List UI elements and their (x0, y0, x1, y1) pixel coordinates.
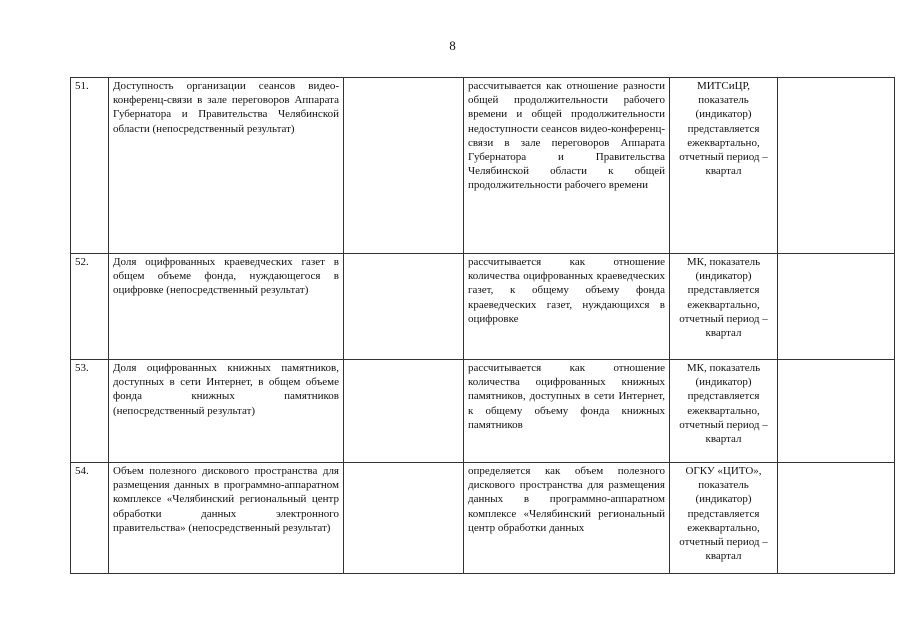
table-row (71, 254, 895, 360)
table-row (71, 78, 895, 254)
indicator-name: Доступность организации сеансов видео-конференц-связи в зале переговоров Аппарата Губернатора и Правительства Челябинской области (непосредственный результат) (109, 78, 344, 254)
calculation-method: рассчитывается как отношение количества оцифрованных книжных памятников, доступных в сети Интернет, к общему объему фонда книжных памятников (464, 360, 670, 463)
empty-cell (344, 360, 464, 463)
row-number: 54. (71, 463, 109, 574)
empty-cell (344, 78, 464, 254)
empty-cell (344, 463, 464, 574)
responsible-source: МИТСиЦР, показатель (индикатор) представляется ежеквартально, отчетный период – квартал (670, 78, 778, 254)
table-row (71, 360, 895, 463)
indicator-name: Доля оцифрованных краеведческих газет в общем объеме фонда, нуждающегося в оцифровке (непосредственный результат) (109, 254, 344, 360)
row-number: 51. (71, 78, 109, 254)
row-number: 53. (71, 360, 109, 463)
empty-cell (778, 254, 895, 360)
indicator-name: Доля оцифрованных книжных памятников, доступных в сети Интернет, в общем объеме фонда книжных памятников (непосредственный результат) (109, 360, 344, 463)
calculation-method: рассчитывается как отношение количества оцифрованных краеведческих газет, к общему объему фонда краеведческих газет, нуждающихся в оцифровке (464, 254, 670, 360)
empty-cell (344, 254, 464, 360)
responsible-source: МК, показатель (индикатор) представляется ежеквартально, отчетный период – квартал (670, 360, 778, 463)
page-number: 8 (449, 38, 456, 53)
calculation-method: определяется как объем полезного дискового пространства для размещения данных в программно-аппаратном комплексе «Челябинский региональный центр обработки данных (464, 463, 670, 574)
empty-cell (778, 78, 895, 254)
table-row (71, 463, 895, 574)
empty-cell (778, 360, 895, 463)
responsible-source: МК, показатель (индикатор) представляется ежеквартально, отчетный период – квартал (670, 254, 778, 360)
indicator-name: Объем полезного дискового пространства для размещения данных в программно-аппаратном комплексе «Челябинский региональный центр обработки данных электронного правительства» (непосредственный результат) (109, 463, 344, 574)
indicators-table (70, 77, 895, 574)
responsible-source: ОГКУ «ЦИТО», показатель (индикатор) представляется ежеквартально, отчетный период – квартал (670, 463, 778, 574)
calculation-method: рассчитывается как отношение разности общей продолжительности рабочего времени и общей продолжительности недоступности сеансов видео-конференц-связи в зале переговоров Аппарата Губернатора и Правительства Челябинской области к общей продолжительности рабочего времени (464, 78, 670, 254)
row-number: 52. (71, 254, 109, 360)
empty-cell (778, 463, 895, 574)
